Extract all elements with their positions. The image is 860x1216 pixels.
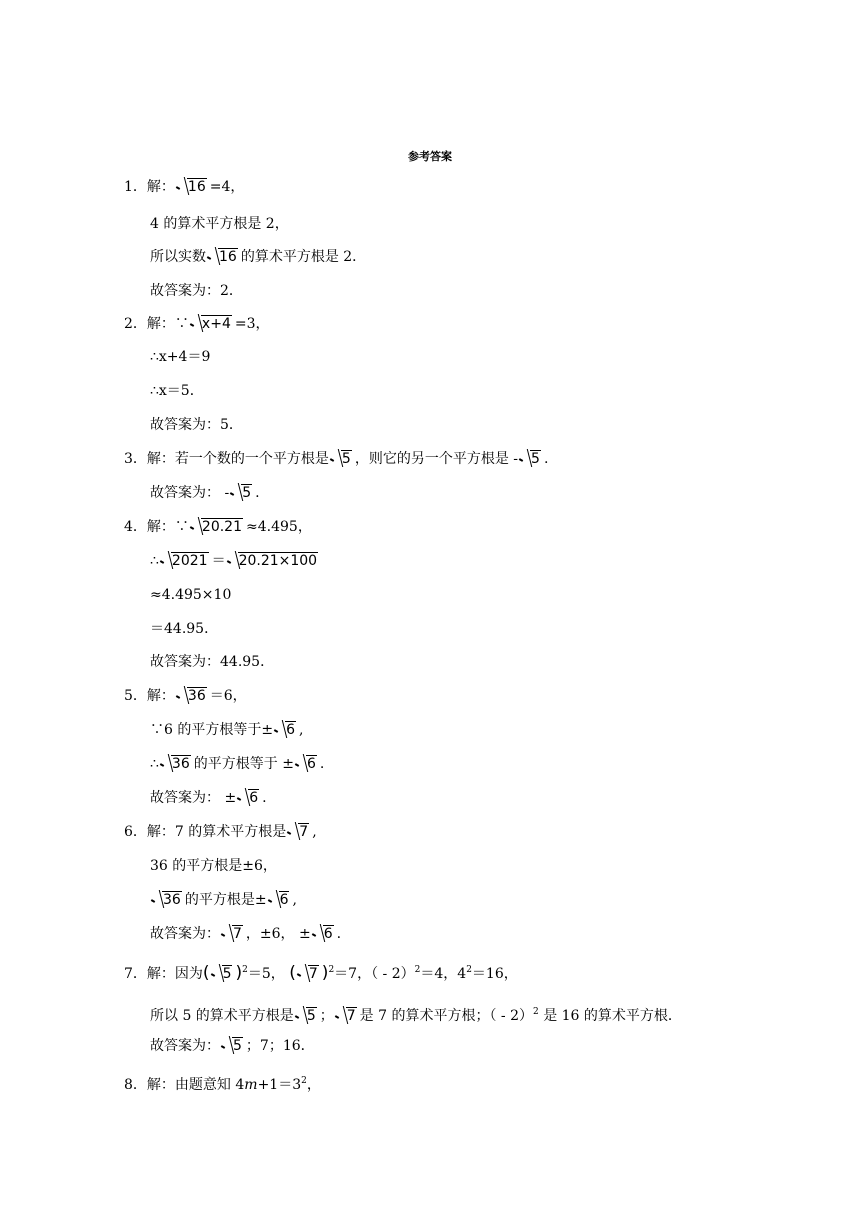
sqrt-20-21: 20.21: [190, 517, 245, 537]
q4-line1: 4．解：∵ 20.21 ≈4.495，: [124, 519, 312, 535]
sqrt-7: 7: [287, 822, 311, 842]
q2-line4: 故答案为：5．: [150, 417, 243, 433]
q8-line1: 8．解：由题意知 $4m+1=3^2$，: [124, 1076, 321, 1093]
sqrt-16: 16: [176, 177, 209, 197]
q6-line1: 6．解：7 的算术平方根是 7 ,: [124, 824, 317, 840]
q5-line3: ∴ 36 的平方根等于 ± 6 .: [150, 756, 325, 772]
q2-number: 2．: [124, 316, 147, 332]
q2-line1: 2．解：∵ x+4 =3，: [124, 316, 270, 332]
sqrt-7: 7: [297, 964, 321, 984]
q2-line2: ∴x+4＝9: [150, 349, 211, 365]
q8-number: 8．: [124, 1077, 147, 1093]
q3-line2: 故答案为： - 5 .: [150, 485, 260, 501]
q4-line5: 故答案为：44.95．: [150, 654, 275, 670]
sqrt-6: 6: [312, 924, 336, 944]
q5-line2: ∵6 的平方根等于± 6 ,: [150, 722, 304, 738]
q3-line1: 3．解：若一个数的一个平方根是 5 ，则它的另一个平方根是 - 5 .: [124, 451, 549, 467]
sqrt-2021: 2021: [160, 551, 211, 571]
q5-line1: 5．解： 36 ＝6，: [124, 688, 247, 704]
q4-line4: ＝44.95．: [150, 621, 219, 637]
sqrt-16: 16: [207, 247, 240, 267]
q6-line2: 36 的平方根是±6，: [150, 858, 277, 874]
sqrt-36: 36: [160, 754, 193, 774]
sqrt-5: 5: [221, 1036, 245, 1056]
sqrt-5: 5: [295, 1006, 319, 1026]
sqrt-36: 36: [151, 890, 184, 910]
q7-line1: 7．解：因为( 5 )$^2$＝5， ( 7 )$^2$＝7，（ - 2）$^2$＝4，$4^2=16$，: [124, 963, 518, 983]
q4-line2: ∴ 2021 ＝ 20.21×100: [150, 551, 321, 571]
q1-number: 1．: [124, 179, 147, 195]
q1-line2: 4 的算术平方根是 2，: [150, 216, 289, 232]
sqrt-5: 5: [330, 449, 354, 469]
q2-line3: ∴x＝5．: [150, 383, 204, 399]
q3-number: 3．: [124, 451, 147, 467]
sqrt-5: 5: [230, 483, 254, 503]
sqrt-36: 36: [176, 686, 209, 706]
sqrt-6: 6: [295, 754, 319, 774]
q7-line3: 故答案为： 5 ；7；16．: [150, 1038, 315, 1054]
q6-line4: 故答案为： 7 ，±6， ± 6 .: [150, 926, 342, 942]
q6-line3: 36 的平方根是± 6 ,: [150, 890, 297, 910]
sqrt-20-21-times-100: 20.21×100: [227, 551, 321, 571]
q1-line1: 1．解： 16 =4，: [124, 179, 245, 195]
q1-line3: 所以实数 16 的算术平方根是 2．: [150, 249, 367, 265]
q4-line3: ≈4.495×10: [150, 587, 232, 603]
sqrt-5: 5: [519, 449, 543, 469]
q5-number: 5．: [124, 688, 147, 704]
sqrt-6: 6: [237, 788, 261, 808]
sqrt-x-plus-4: x+4: [190, 314, 234, 334]
sqrt-7: 7: [221, 924, 245, 944]
q6-number: 6．: [124, 824, 147, 840]
sqrt-7: 7: [335, 1006, 359, 1026]
q4-number: 4．: [124, 519, 147, 535]
q5-line4: 故答案为： ± 6 .: [150, 790, 267, 806]
sqrt-6: 6: [268, 890, 292, 910]
sqrt-5: 5: [211, 964, 235, 984]
q1-line4: 故答案为：2．: [150, 283, 243, 299]
q7-line2: 所以 5 的算术平方根是 5 ； 7 是 7 的算术平方根；（ - 2）$^2$ 是 16 的算术平方根．: [150, 1007, 682, 1024]
q7-number: 7．: [124, 966, 147, 982]
page-title: 参考答案: [408, 150, 452, 163]
sqrt-6: 6: [274, 720, 298, 740]
